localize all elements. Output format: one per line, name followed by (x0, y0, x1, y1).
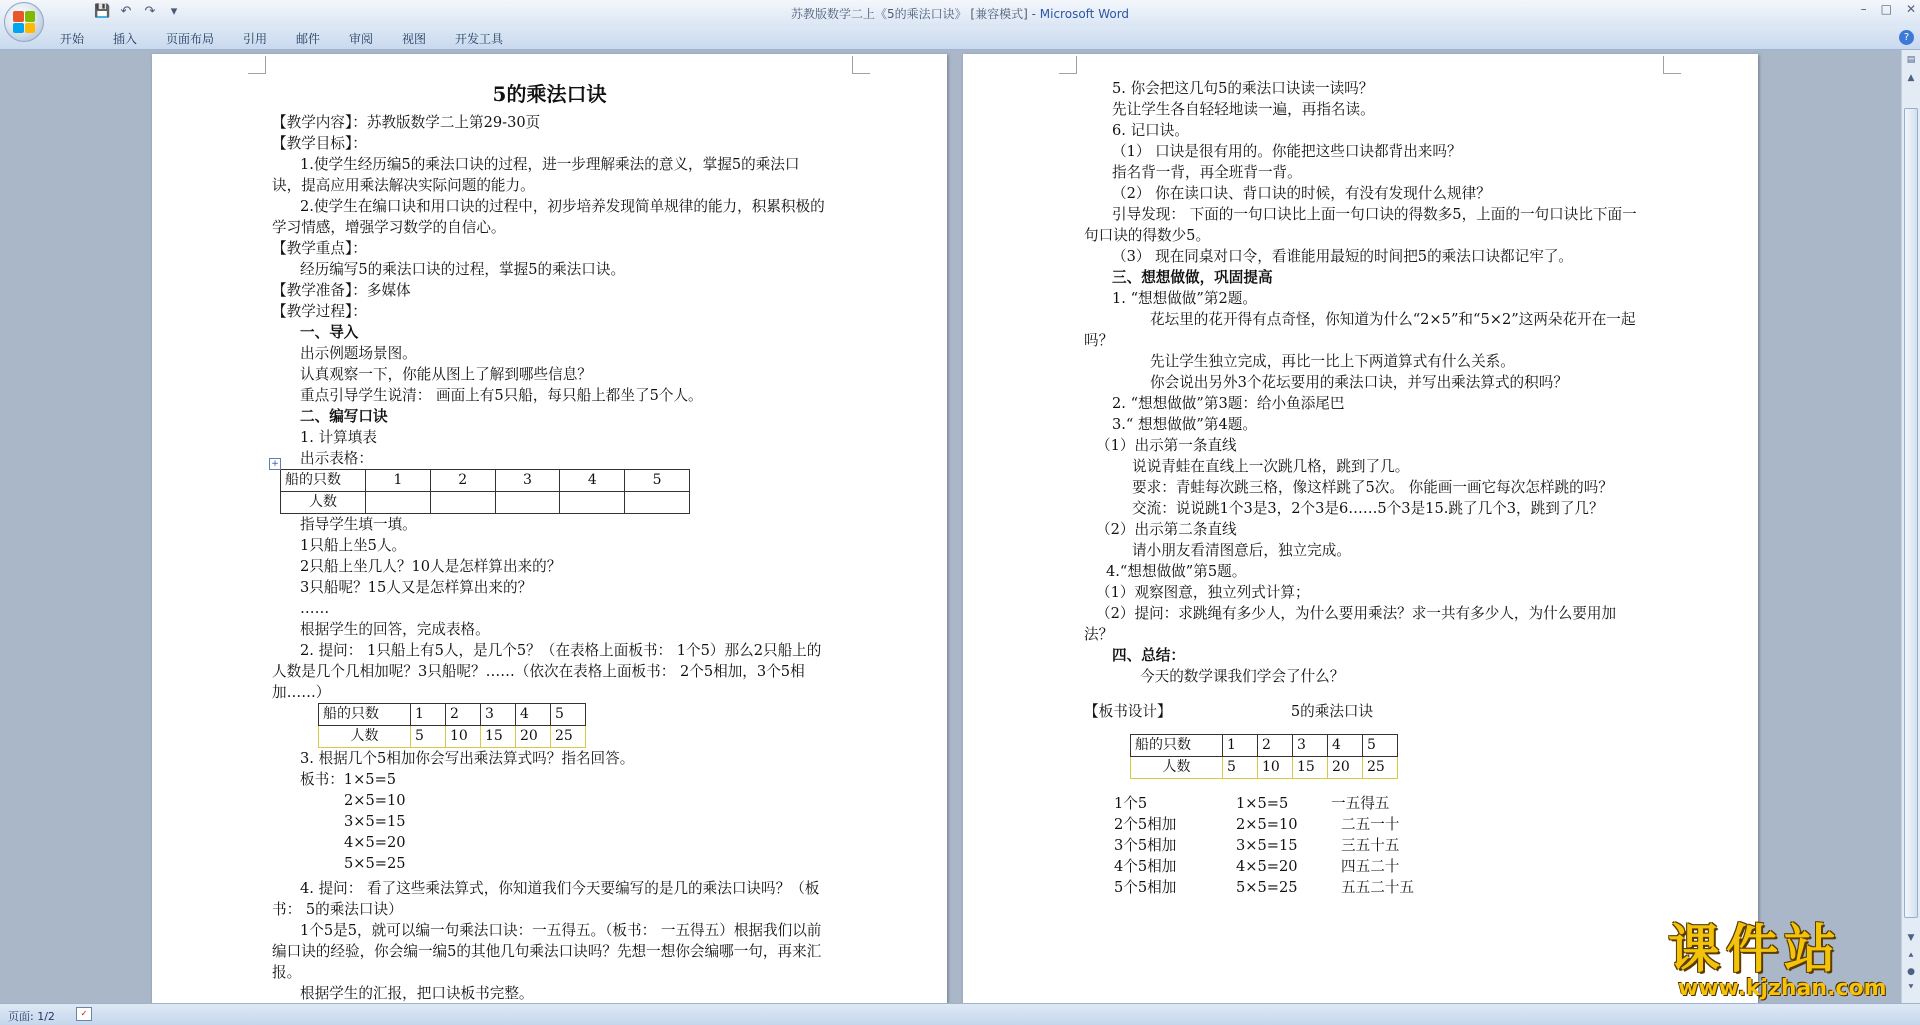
goal-heading: 【教学目标】： (272, 135, 367, 152)
section-summary: 四、总结： (1112, 647, 1185, 664)
para: 1个5是5，就可以编一句乘法口诀：一五得五。（板书： 一五得五）根据我们以前编口诀的经验，你会编一编5的其他几句乘法口诀吗？先想一想你会编哪一句，再来汇报。 (272, 922, 822, 981)
board-lines (1084, 793, 1639, 898)
board-cell: 1个5 (1114, 795, 1148, 812)
document-workspace (0, 50, 1901, 1003)
para: （3） 现在同桌对口令，看谁能用最短的时间把5的乘法口诀都记牢了。 (1112, 248, 1574, 265)
para: 板书：1×5=5 (300, 771, 397, 788)
board-row (1114, 793, 1639, 814)
para: 4. 提问： 看了这些乘法算式，你知道我们今天要编写的是几的乘法口诀吗？（板书： 5的乘法口诀） (272, 880, 820, 918)
para: （1）观察图意，独立列式计算； (1096, 584, 1310, 601)
tab-references[interactable]: 引用 (243, 32, 268, 46)
board-title: 5的乘法口诀 (1290, 703, 1374, 720)
document-page-2[interactable] (963, 54, 1758, 1003)
table-cell: 3 (1293, 735, 1328, 757)
title-bar (0, 0, 1920, 26)
document-name: 苏教版数学二上《5的乘法口诀》 (790, 7, 967, 21)
equation: 3×5=15 (344, 813, 406, 830)
crop-mark (248, 56, 266, 74)
table-cell: 10 (446, 726, 481, 748)
goal-1: 1.使学生经历编5的乘法口诀的过程，进一步理解乘法的意义，掌握5的乘法口诀，提高应用乘法解决实际问题的能力。 (272, 156, 800, 194)
table-cell: 1 (1223, 735, 1258, 757)
para: 指导学生填一填。 (300, 516, 417, 533)
blank-line (1084, 779, 1639, 793)
table-cell (560, 492, 625, 514)
title-separator: - (1027, 7, 1040, 21)
window-controls (1861, 2, 1916, 16)
para: 引导发现： 下面的一句口诀比上面一句口诀的得数多5，上面的一句口诀比下面一句口诀的得数少5。 (1084, 206, 1637, 244)
para: 根据学生的回答，完成表格。 (300, 621, 490, 638)
table-cell: 5 (551, 704, 586, 726)
para: …… (300, 600, 330, 617)
para: 2. 提问： 1只船上有5人，是几个5？（在表格上面板书： 1个5）那么2只船上的人数是几个几相加呢？3只船呢？……（依次在表格上面板书： 2个5相加，3个5相加……） (272, 642, 822, 701)
board-cell: 2×5=10 (1236, 816, 1298, 833)
undo-icon[interactable]: ↶ (120, 4, 132, 19)
section-practice: 三、想想做做，巩固提高 (1112, 269, 1273, 286)
table-empty[interactable] (280, 469, 690, 514)
table-cell: 4 (560, 470, 625, 492)
table-cell: 3 (481, 704, 516, 726)
table-cell: 2 (1258, 735, 1293, 757)
crop-mark (1663, 56, 1681, 74)
close-button[interactable]: ✕ (1905, 2, 1916, 16)
para (272, 448, 827, 469)
previous-page-icon[interactable]: ⯅ (1907, 951, 1915, 961)
board-row (1114, 814, 1639, 835)
para: 先让学生各自轻轻地读一遍，再指名读。 (1112, 101, 1375, 118)
para: 5. 你会把这几句5的乘法口诀读一读吗？ (1112, 80, 1374, 97)
page-1-content (272, 78, 827, 1003)
table-cell (430, 492, 495, 514)
para: （1） 口诀是很有用的。你能把这些口诀都背出来吗？ (1112, 143, 1462, 160)
tab-mailings[interactable]: 邮件 (296, 32, 321, 46)
para: 2只船上坐几人？10人是怎样算出来的？ (300, 558, 562, 575)
para: （2） 你在读口诀、背口诀的时候，有没有发现什么规律？ (1112, 185, 1491, 202)
para: 请小朋友看清图意后，独立完成。 (1132, 542, 1351, 559)
board-row (1114, 835, 1639, 856)
para: 1. 计算填表 (300, 429, 377, 446)
board-cell: 4×5=20 (1236, 858, 1298, 875)
table-cell: 人数 (1131, 757, 1223, 779)
para: 2. “想想做做”第3题：给小鱼添尾巴 (1112, 395, 1345, 412)
para: （2）提问：求跳绳有多少人，为什么要用乘法？求一共有多少人，为什么要用加法？ (1084, 605, 1617, 643)
para: 你会说出另外3个花坛要用的乘法口诀，并写出乘法算式的积吗？ (1150, 374, 1568, 391)
equation: 5×5=25 (344, 855, 406, 872)
para: 认真观察一下，你能从图上了解到哪些信息？ (300, 366, 592, 383)
table-cell: 人数 (319, 726, 411, 748)
table-cell: 人数 (281, 492, 366, 514)
table-cell: 2 (446, 704, 481, 726)
para: 3. 根据几个5相加你会写出乘法算式吗？指名回答。 (300, 750, 635, 767)
tab-developer[interactable]: 开发工具 (455, 32, 504, 46)
board-cell: 一五得五 (1331, 795, 1390, 812)
para: 重点引导学生说清： 画面上有5只船，每只船上都坐了5个人。 (300, 387, 703, 404)
table-move-handle-icon[interactable]: + (269, 458, 281, 470)
para: 出示例题场景图。 (300, 345, 417, 362)
para: 1. “想想做做”第2题。 (1112, 290, 1257, 307)
save-icon[interactable]: 💾 (94, 4, 111, 19)
table-cell: 船的只数 (281, 470, 366, 492)
table-cell: 25 (551, 726, 586, 748)
table-cell: 20 (1328, 757, 1363, 779)
blank-line (1084, 722, 1639, 734)
table-cell: 1 (411, 704, 446, 726)
board-cell: 二五一十 (1341, 816, 1400, 833)
table-cell: 1 (366, 470, 431, 492)
para: 4.“想想做做”第5题。 (1106, 563, 1247, 580)
para: 交流：说说跳1个3是3，2个3是6……5个3是15.跳了几个3，跳到了几？ (1132, 500, 1604, 517)
para: 花坛里的花开得有点奇怪，你知道为什么“2×5”和“5×2”这两朵花开在一起吗？ (1084, 311, 1636, 349)
blank-line (1084, 687, 1639, 701)
customize-qat-icon[interactable]: ▾ (170, 4, 178, 19)
table-cell: 船的只数 (1131, 735, 1223, 757)
table-cell: 10 (1258, 757, 1293, 779)
board-cell: 三五十五 (1341, 837, 1400, 854)
watermark-logo (1668, 922, 1900, 1000)
table-cell (625, 492, 690, 514)
scroll-up-icon[interactable]: ▲ (1907, 73, 1915, 83)
para: （2）出示第二条直线 (1096, 521, 1237, 538)
redo-icon[interactable]: ↷ (144, 4, 156, 19)
para-text: 出示表格： (300, 450, 373, 467)
board-cell: 2个5相加 (1114, 816, 1177, 833)
board-cell: 五五二十五 (1341, 879, 1414, 896)
table-cell: 15 (481, 726, 516, 748)
watermark-url: www.kjzhan.com (1678, 976, 1887, 1001)
office-button[interactable] (4, 2, 44, 42)
office-logo-icon (13, 11, 35, 33)
table-cell: 25 (1363, 757, 1398, 779)
goal-2: 2.使学生在编口诀和用口诀的过程中，初步培养发现简单规律的能力，积累积极的学习情感，增强学习数学的自信心。 (272, 198, 825, 236)
board-cell: 3个5相加 (1114, 837, 1177, 854)
para: 1只船上坐5人。 (300, 537, 407, 554)
scroll-thumb[interactable] (1904, 108, 1918, 918)
process-heading: 【教学过程】： (272, 303, 367, 320)
para: 指名背一背，再全班背一背。 (1112, 164, 1302, 181)
key-heading: 【教学重点】： (272, 240, 367, 257)
board-cell: 4个5相加 (1114, 858, 1177, 875)
table-cell: 5 (1363, 735, 1398, 757)
table-cell: 15 (1293, 757, 1328, 779)
page-2-content (1084, 78, 1639, 898)
crop-mark (1059, 56, 1077, 74)
prep-text: 【教学准备】：多媒体 (272, 282, 411, 299)
proofing-icon[interactable]: ✓ (76, 1007, 92, 1021)
tab-review[interactable]: 审阅 (349, 32, 374, 46)
table-cell: 20 (516, 726, 551, 748)
compat-mode: [兼容模式] (970, 7, 1028, 21)
maximize-button[interactable]: □ (1880, 2, 1892, 16)
para: 根据学生的汇报，把口诀板书完整。 (300, 985, 534, 1002)
table-cell: 2 (430, 470, 495, 492)
minimize-button[interactable]: – (1860, 2, 1867, 16)
table-board[interactable] (1130, 734, 1398, 779)
table-cell: 船的只数 (319, 704, 411, 726)
ribbon-tabs (0, 26, 1920, 50)
table-cell (495, 492, 560, 514)
section-compose: 二、编写口诀 (300, 408, 388, 425)
para: 3只船呢？15人又是怎样算出来的？ (300, 579, 533, 596)
para: 3.“ 想想做做”第4题。 (1112, 416, 1257, 433)
board-row (1114, 877, 1639, 898)
ruler-toggle-icon[interactable]: ▤ (1906, 55, 1916, 65)
board-cell: 5×5=25 (1236, 879, 1298, 896)
document-title: 5的乘法口诀 (492, 82, 607, 106)
next-page-icon[interactable]: ⯆ (1907, 983, 1915, 993)
watermark-text: 课件站 (1668, 920, 1843, 980)
teaching-content: 【教学内容】：苏教版数学二上第29-30页 (272, 114, 541, 131)
equation: 2×5=10 (344, 792, 406, 809)
table-cell: 4 (1328, 735, 1363, 757)
tab-page-layout[interactable]: 页面布局 (166, 32, 215, 46)
table-filled[interactable] (318, 703, 586, 748)
para: （1）出示第一条直线 (1096, 437, 1237, 454)
window-title (0, 5, 1920, 22)
table-cell (366, 492, 431, 514)
app-name: Microsoft Word (1039, 7, 1130, 21)
page-count[interactable]: 页面: 1/2 (8, 1010, 55, 1023)
vertical-scrollbar[interactable] (1901, 50, 1920, 1003)
table-cell: 4 (516, 704, 551, 726)
para: 先让学生独立完成，再比一比上下两道算式有什么关系。 (1150, 353, 1515, 370)
board-heading (1084, 701, 1639, 722)
section-intro: 一、导入 (300, 324, 359, 341)
tab-home[interactable]: 开始 (60, 32, 85, 46)
table-cell: 5 (1223, 757, 1258, 779)
select-browse-object-icon[interactable]: ● (1907, 967, 1915, 977)
document-page-1[interactable] (152, 54, 947, 1003)
tab-view[interactable]: 视图 (402, 32, 427, 46)
para: 要求：青蛙每次跳三格，像这样跳了5次。 你能画一画它每次怎样跳的吗？ (1132, 479, 1613, 496)
board-row (1114, 856, 1639, 877)
scroll-down-icon[interactable]: ▼ (1907, 933, 1915, 943)
key-text: 经历编写5的乘法口诀的过程，掌握5的乘法口诀。 (300, 261, 626, 278)
tab-insert[interactable]: 插入 (113, 32, 138, 46)
table-cell: 3 (495, 470, 560, 492)
crop-mark (852, 56, 870, 74)
equation: 4×5=20 (344, 834, 406, 851)
board-cell: 四五二十 (1341, 858, 1400, 875)
para: 今天的数学课我们学会了什么？ (1140, 668, 1345, 685)
board-cell: 5个5相加 (1114, 879, 1177, 896)
para: 说说青蛙在直线上一次跳几格，跳到了几。 (1132, 458, 1410, 475)
status-bar (0, 1003, 1920, 1025)
board-label: 【板书设计】 (1084, 703, 1172, 720)
board-cell: 1×5=5 (1236, 795, 1289, 812)
help-icon[interactable]: ? (1899, 30, 1914, 45)
table-cell: 5 (625, 470, 690, 492)
para: 6. 记口诀。 (1112, 122, 1189, 139)
board-cell: 3×5=15 (1236, 837, 1298, 854)
table-cell: 5 (411, 726, 446, 748)
